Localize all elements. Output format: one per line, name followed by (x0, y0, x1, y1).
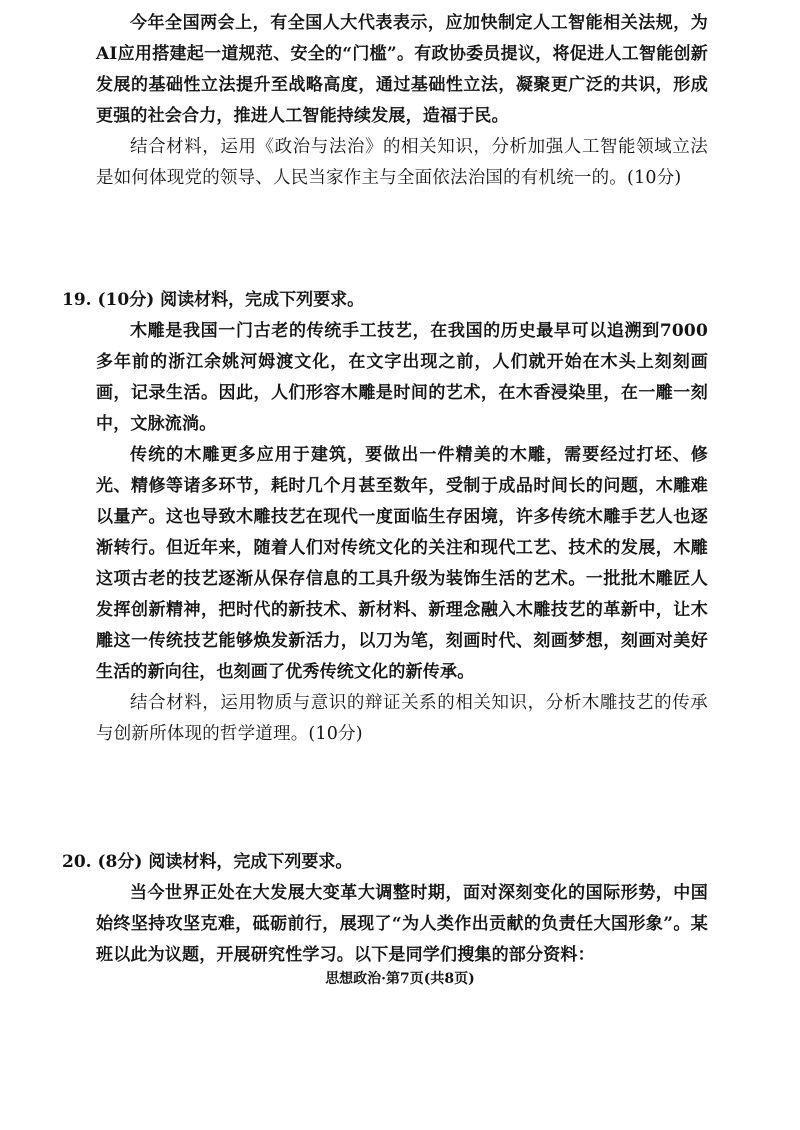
q18-section (96, 8, 708, 194)
q19-material-p2: 传统的木雕更多应用于建筑，要做出一件精美的木雕，需要经过打坯、修光、精修等诸多环节，耗时几个月甚至数年，受制于成品时间长的问题，木雕难以量产。这也导致木雕技艺在现代一度面临生存困境，许多传统木雕手艺人也逐渐转行。但近年来，随着人们对传统文化的关注和现代工艺、技术的发展，木雕这项古老的技艺逐渐从保存信息的工具升级为装饰生活的艺术。一批批木雕匠人发挥创新精神，把时代的新技术、新材料、新理念融入木雕技艺的革新中，让木雕这一传统技艺能够焕发新活力，以刀为笔，刻画时代、刻画梦想，刻画对美好生活的新向往，也刻画了优秀传统文化的新传承。 (96, 445, 708, 682)
q19-section (96, 316, 708, 750)
q20-material-p1: 当今世界正处在大发展大变革大调整时期，面对深刻变化的国际形势，中国始终坚持攻坚克难，砥砺前行，展现了“为人类作出贡献的负责任大国形象”。某班以此为议题，开展研究性学习。以下是同学们搜集的部分资料： (96, 883, 708, 965)
q20-heading: 20. (8分) 阅读材料，完成下列要求。 (62, 852, 353, 872)
q18-material: 今年全国两会上，有全国人大代表表示，应加快制定人工智能相关法规，为AI应用搭建起一道规范、安全的“门槛”。有政协委员提议，将促进人工智能创新发展的基础性立法提升至战略高度，通过基础性立法，凝聚更广泛的共识，形成更强的社会合力，推进人工智能持续发展，造福于民。 (96, 13, 708, 126)
q19-heading: 19. (10分) 阅读材料，完成下列要求。 (62, 290, 365, 310)
q19-task: 结合材料，运用物质与意识的辩证关系的相关知识，分析木雕技艺的传承与创新所体现的哲学道理。(10分) (96, 693, 708, 744)
q18-task: 结合材料，运用《政治与法治》的相关知识，分析加强人工智能领域立法是如何体现党的领导、人民当家作主与全面依法治国的有机统一的。(10分) (96, 137, 708, 188)
q20-section (96, 878, 708, 971)
page-footer: 思想政治·第7页(共8页) (325, 971, 475, 987)
q19-material-p1: 木雕是我国一门古老的传统手工技艺，在我国的历史最早可以追溯到7000多年前的浙江余姚河姆渡文化，在文字出现之前，人们就开始在木头上刻刻画画，记录生活。因此，人们形容木雕是时间的艺术，在木香浸染里，在一雕一刻中，文脉流淌。 (96, 321, 708, 434)
